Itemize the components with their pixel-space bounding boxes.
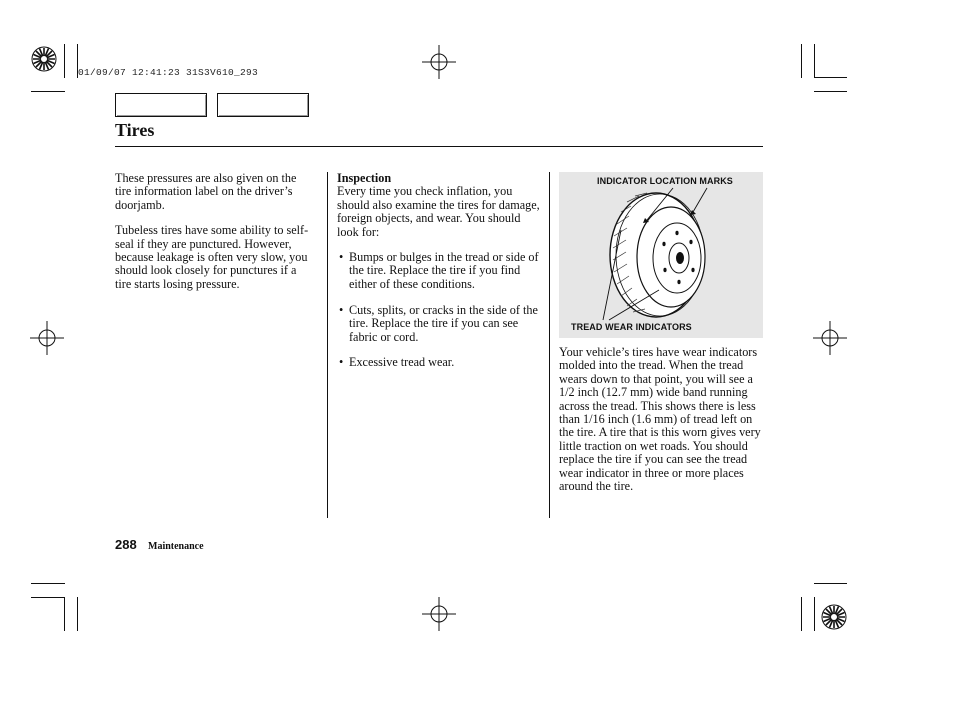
registration-mark-sunburst-bottom-right-icon: [820, 603, 848, 631]
figure-label-tread-wear: TREAD WEAR INDICATORS: [571, 322, 692, 332]
registration-mark-sunburst-top-left-icon: [30, 45, 58, 73]
print-stamp: 01/09/07 12:41:23 31S3V610_293: [78, 67, 259, 78]
paragraph-pressures-label: These pressures are also given on the tire information label on the driver’s doorjamb.: [115, 171, 297, 212]
page-title: Tires: [115, 120, 155, 140]
list-item: [337, 356, 543, 369]
figure-label-indicator-location: INDICATOR LOCATION MARKS: [597, 176, 733, 186]
registration-crosshair-bottom-icon: [422, 597, 456, 631]
inspection-heading: Inspection: [337, 171, 392, 185]
bullet-icon: •: [339, 355, 344, 370]
registration-crosshair-right-icon: [813, 321, 847, 355]
tire-wear-figure: [559, 172, 763, 338]
column-3-text: [559, 346, 763, 493]
bullet-icon: •: [339, 250, 344, 265]
title-rule: [115, 146, 763, 147]
column-1: [115, 172, 315, 303]
paragraph-tubeless: Tubeless tires have some ability to self-seal if they are punctured. However, because leakage is often very slow, you should look closely for punctures if a tire starts losing pressure.: [115, 223, 309, 291]
bullet-icon: •: [339, 302, 344, 317]
bullet-text: Bumps or bulges in the tread or side of the tire. Replace the tire if you find either of these conditions.: [349, 250, 539, 291]
list-item: [337, 251, 543, 291]
section-name: Maintenance: [148, 541, 204, 552]
tire-illustration-icon: [559, 172, 763, 338]
column-divider-1: [327, 172, 328, 518]
list-item: [337, 304, 543, 344]
column-divider-2: [549, 172, 550, 518]
paragraph-wear-indicators: Your vehicle’s tires have wear indicators molded into the tread. When the tread wears down to that point, you will see a 1/2 inch (12.7 mm) wide band running across the tread. This shows there is less than 1/16 inch (1.6 mm) of tread left on the tire. A tire that is this worn gives very little traction on wet roads. You should replace the tire if you can see the tread wear indicator in three or more places around the tire.: [559, 345, 761, 494]
header-tab-box-left: [115, 93, 207, 117]
page-number: 288: [115, 537, 137, 552]
registration-crosshair-top-icon: [422, 45, 456, 79]
bullet-text: Cuts, splits, or cracks in the side of the tire. Replace the tire if you can see fabric or cord.: [349, 302, 538, 344]
inspection-intro: Every time you check inflation, you should also examine the tires for damage, foreign objects, and wear. You should look for:: [337, 184, 540, 239]
column-2: [337, 172, 543, 382]
header-tab-box-right: [217, 93, 309, 117]
bullet-text: Excessive tread wear.: [349, 355, 455, 370]
registration-crosshair-left-icon: [30, 321, 64, 355]
